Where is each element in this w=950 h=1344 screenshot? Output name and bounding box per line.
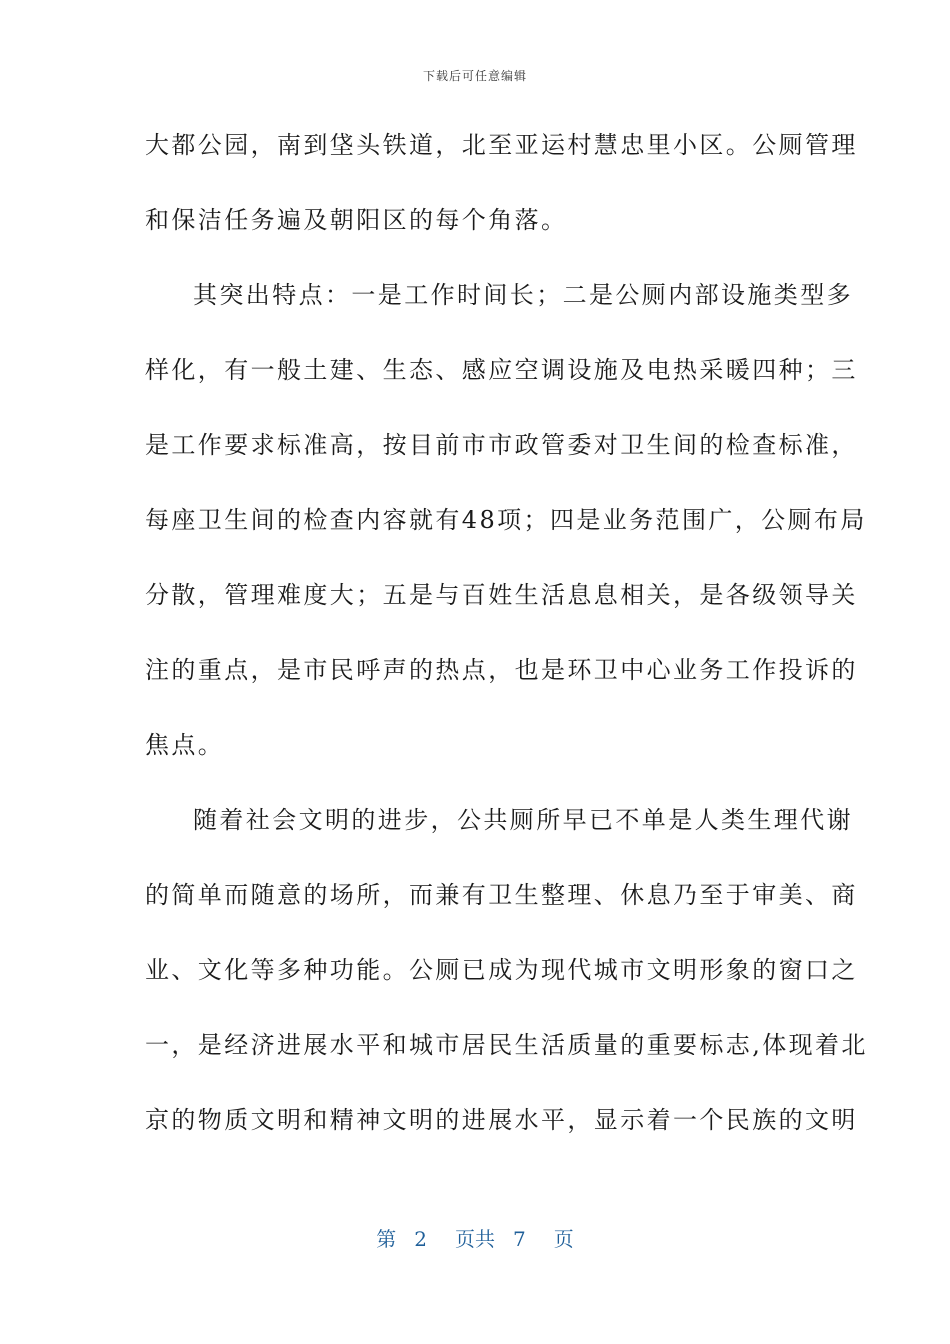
body-text (145, 118, 868, 1168)
text-line: 业、文化等多种功能。公厕已成为现代城市文明形象的窗口之 (145, 956, 858, 984)
text-line: 随着社会文明的进步，公共厕所早已不单是人类生理代谢 (193, 806, 853, 834)
current-page-number: 2 (414, 1227, 427, 1251)
text-line: 大都公园，南到垡头铁道，北至亚运村慧忠里小区。公厕管理 (145, 131, 858, 159)
text-line: 一，是经济进展水平和城市居民生活质量的重要标志,体现着北 (145, 1031, 868, 1059)
text-line: 的简单而随意的场所，而兼有卫生整理、休息乃至于审美、商 (145, 881, 858, 909)
page-footer (0, 1223, 950, 1252)
text-line: 样化，有一般土建、生态、感应空调设施及电热采暖四种；三 (145, 356, 858, 384)
text-line: 分散，管理难度大；五是与百姓生活息息相关，是各级领导关 (145, 581, 858, 609)
text-line: 注的重点，是市民呼声的热点，也是环卫中心业务工作投诉的 (145, 656, 858, 684)
page-label: 第 (376, 1227, 397, 1251)
text-line: 其突出特点：一是工作时间长；二是公厕内部设施类型多 (193, 281, 853, 309)
paragraph (145, 268, 867, 793)
paragraph (145, 118, 858, 268)
text-line: 京的物质文明和精神文明的进展水平，显示着一个民族的文明 (145, 1106, 858, 1134)
text-line: 焦点。 (145, 731, 225, 759)
page-of-label: 页共 (455, 1227, 495, 1251)
text-line: 和保洁任务遍及朝阳区的每个角落。 (145, 206, 568, 234)
total-pages-number: 7 (513, 1227, 526, 1251)
header-note: 下载后可任意编辑 (422, 69, 527, 83)
text-line: 是工作要求标准高，按目前市市政管委对卫生间的检查标准， (145, 431, 858, 459)
paragraph (145, 793, 868, 1168)
page-end-label: 页 (553, 1227, 574, 1251)
text-line: 每座卫生间的检查内容就有48项；四是业务范围广，公厕布局 (145, 506, 867, 534)
